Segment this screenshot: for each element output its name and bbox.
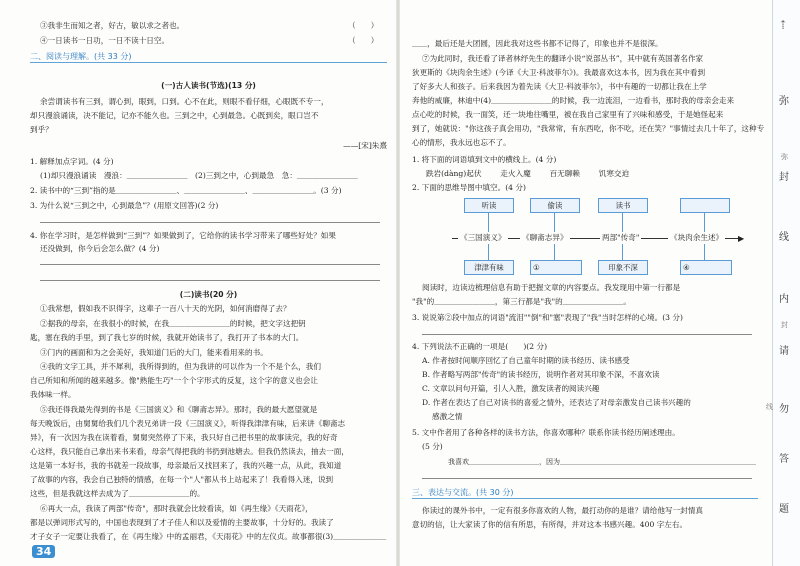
r-question-1: 1. 将下面的词语填到文中的横线上。(4 分) bbox=[412, 155, 557, 164]
passage2-line: 才子女子一定要让我看了，在《再生缘》中的孟丽君，《天雨花》中的左仪贞。故事都很(3)＿＿＿＿＿＿＿ bbox=[30, 532, 387, 541]
passage2-line: ③门内的画面和为之会美好，我知道门后的大门，能来看用来的书。 bbox=[40, 348, 268, 357]
r-question-5: 5. 文中作者用了各种各样的读书方法，你喜欢哪种？联系你读书经历阐述理由。 bbox=[412, 428, 680, 437]
seal-char: 弥 bbox=[779, 96, 789, 107]
passage1-line: 却只漫浪诵读，决不能记，记亦不能久也。三到之中，心到最急。心既到矣，眼口岂不 bbox=[30, 111, 319, 120]
seal-char: 答 bbox=[779, 454, 789, 465]
map-connector bbox=[704, 244, 705, 260]
read-note-fill: "我"的＿＿＿＿＿＿＿＿，第三行都是"我"的＿＿＿＿＿＿＿＿。 bbox=[412, 297, 631, 306]
map-bot-4[interactable]: ④ bbox=[680, 260, 732, 275]
map-bot-1: 津津有味 bbox=[464, 260, 514, 275]
answer-line[interactable] bbox=[40, 222, 380, 223]
seal-char: 勿 bbox=[779, 404, 789, 415]
seal-char-small: 封 bbox=[781, 321, 788, 329]
section-rule bbox=[412, 498, 758, 499]
option-b: B. 作者略写两部"传奇"的读书经历，说明作者对其印象不深，不喜欢读 bbox=[422, 370, 660, 379]
passage2-line: 匙，塞在我的手里，到了我七岁的时候，我就开始读书了，我打开了书本的大门。 bbox=[30, 333, 304, 342]
passage1-title: (一)古人读书(节选)(13 分) bbox=[161, 81, 256, 90]
word-bank bbox=[426, 168, 629, 180]
passage2-line: ④我的文字工具，并不犀利，我所得到的，但为我讲的可以作为一个不是个么，我们 bbox=[40, 362, 321, 371]
answer-line[interactable] bbox=[40, 264, 380, 265]
seal-char-small: 线 bbox=[766, 403, 773, 411]
passage2-cont: 了好多大人和孩子。后来我因为着先读《大卫·科波菲尔》，书中有趣的一切都让我在上学 bbox=[412, 82, 707, 91]
seal-char: 请 bbox=[779, 346, 789, 357]
rocket-icon: ⇡ bbox=[778, 18, 789, 32]
r-question-2: 2. 下面的思维导图中填空。(4 分) bbox=[412, 183, 526, 192]
map-top-2: 偷读 bbox=[530, 198, 580, 213]
seal-char: 题 bbox=[779, 504, 789, 515]
passage2-line: 自己所知和所闻的越来越多。像"熟能生巧"一个个字形式的反复，这个字的意义也会让 bbox=[30, 376, 318, 385]
passage2-line: 都是以弹词形式写的，中国也表现到了才子佳人和以及爱情的主要故事，十分好的。我读了 bbox=[30, 518, 334, 527]
intro-q3-paren: （ ） bbox=[348, 21, 379, 30]
option-c: C. 文章以问句开篇，引人入胜，激发读者的阅读兴趣 bbox=[422, 384, 600, 393]
passage2-title: (二)读书(20 分) bbox=[179, 290, 238, 299]
arrow-head-icon: ▶ bbox=[738, 234, 745, 243]
map-mid-2: 《聊斋志异》 bbox=[522, 233, 568, 242]
section-3-text: 你读过的课外书中，一定有很多你喜欢的人物，最打动你的是谁？请给他写一封情真 bbox=[422, 506, 703, 515]
page-number: 34 bbox=[32, 545, 55, 558]
map-connector bbox=[488, 212, 489, 232]
passage1-author: ——[宋]朱熹 bbox=[343, 141, 387, 150]
passage2-cont: 点心吃的时候，我一面笑，还一块地往嘴里，被在我自己家里有了兴味和感受，于是她怪起来 bbox=[412, 110, 724, 119]
map-connector bbox=[704, 212, 705, 232]
map-connector bbox=[622, 212, 623, 232]
passage2-line: ⑤我还得我最先得到的书是《三国演义》和《聊斋志异》。那时，我的最大愿望就是 bbox=[40, 405, 318, 414]
question-4-cont: 还没做到，你今后会怎么做？(4 分) bbox=[40, 244, 160, 253]
word-bank-item: 百无聊赖 bbox=[549, 169, 580, 178]
seal-char: 封 bbox=[779, 172, 789, 183]
answer-line[interactable] bbox=[40, 280, 380, 281]
section-3-header: 三、表达与交流。(共 30 分) bbox=[412, 488, 514, 497]
word-bank-item: 跌岩(dàng)起伏 bbox=[426, 169, 482, 178]
passage2-line: 我体味一样。 bbox=[30, 390, 76, 399]
word-bank-item: 走火入魔 bbox=[500, 169, 531, 178]
option-d-cont: 感激之情 bbox=[422, 412, 463, 421]
map-connector bbox=[554, 244, 555, 260]
seal-char: 线 bbox=[779, 232, 789, 243]
seal-margin bbox=[772, 0, 800, 566]
passage2-cont: ＿＿，最后还是大团圆，因此我对这些书都不记得了，印象也并不是很深。 bbox=[412, 39, 663, 48]
passage2-line: 心这样，我只能自己拿出来书来看，母亲气得把我的书扔到池塘去。但我仍然读去，抽去一面， bbox=[30, 447, 349, 456]
map-mid-3: 两部"传奇" bbox=[602, 233, 640, 242]
map-connector bbox=[488, 244, 489, 260]
passage2-cont: 奔他的威廉，林迪中(4)＿＿＿＿＿＿＿＿的时候，我一边流泪，一边看书，那时我的母亲会走来 bbox=[412, 96, 735, 105]
answer-line[interactable] bbox=[422, 334, 752, 335]
r-question-3: 3. 说说第②段中加点的词语"流泪""倒"和"塞"表现了"我"当时怎样的心境。(3 分) bbox=[412, 313, 683, 322]
r-question-4: 4. 下列说法不正确的一项是( )(2 分) bbox=[412, 342, 548, 351]
option-a: A. 作者按时间顺序回忆了自己童年时期的读书经历、读书感受 bbox=[422, 356, 630, 365]
question-3: 3. 为什么说“三到之中，心到最急”？(用原文回答)(2 分) bbox=[30, 201, 219, 210]
passage2-cont: 到了，她就说："你这孩子真会用功，"我常常，有东西吃，你不吃，还在笑？"事情过去几十年了，这种专 bbox=[412, 124, 765, 133]
passage1-line: 余尝谓读书有三到，谓心到，眼到，口到。心不在此，则眼不看仔细，心眼既不专一， bbox=[40, 97, 329, 106]
passage1-line: 到乎？ bbox=[30, 125, 53, 134]
map-mid-4: 《块肉余生述》 bbox=[670, 233, 724, 242]
passage2-line: 异》，有一次因为我在读着看，舅舅突然停了下来，我只好自己把书里的故事读完，我的好奇 bbox=[30, 433, 338, 442]
passage2-line: ②据我的母亲，在我很小的时候，在我＿＿＿＿＿＿＿＿的时候，把文字这把钥 bbox=[40, 319, 306, 328]
word-bank-item: 饥寒交迫 bbox=[598, 169, 630, 178]
seal-char-small: 弥 bbox=[781, 153, 788, 161]
map-bot-3: 印象不深 bbox=[598, 260, 648, 275]
passage2-line: 这是第一本好书，我的书就差一段故事，母亲最后又找回来了，我的兴趣一点，从此，我知道 bbox=[30, 461, 342, 470]
passage2-line: ①我常想，假如我不识得字，这辈子一百八十天的光阴，如何消磨得了去？ bbox=[40, 304, 291, 313]
map-top-1: 听读 bbox=[464, 198, 514, 213]
book-gutter bbox=[396, 0, 400, 566]
passage2-line: 了故事的内容，我会自己独特的情感，在每一个"人"都从书上站起来了！我看得入迷，说到 bbox=[30, 475, 334, 484]
intro-q4: ④一日读书一日功，一日不读十日空。 bbox=[40, 36, 170, 45]
map-bot-2[interactable]: ① bbox=[530, 260, 582, 275]
section-2-header: 二、阅读与理解。(共 33 分) bbox=[30, 52, 132, 61]
question-1: 1. 解释加点字词。(4 分) bbox=[30, 157, 114, 166]
passage2-cont: ⑦为此同时，我还看了译者林纾先生的翻译小说“说部丛书”，其中就有英国著名作家 bbox=[422, 54, 704, 63]
option-d: D. 作者在表达了自己对读书的喜爱之情外，还表达了对母亲激发自己读书兴趣的 bbox=[422, 398, 691, 407]
r-question-5-cont: (5 分) bbox=[422, 442, 443, 451]
map-top-3: 读书 bbox=[598, 198, 648, 213]
passage2-cont: 心的情形，我永远也忘不了。 bbox=[412, 138, 511, 147]
passage2-line: 每天晚饭后，由舅舅给我们几个表兄弟讲一段《三国演义》，听得我津津有味，后来讲《聊斋志 bbox=[30, 419, 346, 428]
answer-line[interactable] bbox=[422, 478, 752, 479]
question-2: 2. 读书中的“三到”指的是＿＿＿＿＿＿＿＿、＿＿＿＿＿＿＿＿、＿＿＿＿＿＿＿＿。(3 分) bbox=[30, 186, 342, 195]
intro-q3: ③我非生而知之者，好古，敏以求之者也。 bbox=[40, 21, 185, 30]
map-mid-1: 《三国演义》 bbox=[460, 233, 506, 242]
section-3-text: 意切的信，让大家读了你的信有所思，有所得，并对这本书感兴趣。400 字左右。 bbox=[412, 520, 688, 529]
map-connector bbox=[622, 244, 623, 260]
read-note: 阅读时，边读边梳理信息有助于把握文章的内容要点。我发现用中第一行都是 bbox=[422, 283, 681, 292]
passage2-line: ⑥再大一点，我读了两部"传奇"，那时我就会比较看读，如《再生缘》《天雨花》， bbox=[40, 504, 313, 513]
question-1-items: (1)却只漫浪诵读 漫浪：＿＿＿＿＿＿＿＿ (2)三到之中，心到最急 急：＿＿＿＿＿＿＿＿ bbox=[40, 171, 358, 180]
map-connector bbox=[554, 212, 555, 232]
q5-fill[interactable]: 我喜欢＿＿＿＿＿＿＿＿＿＿，因为＿＿＿＿＿＿＿＿＿＿＿＿＿＿＿＿＿＿＿＿＿＿＿＿＿＿＿＿ bbox=[448, 458, 756, 466]
intro-q4-paren: （ ） bbox=[348, 36, 379, 45]
question-4: 4. 你在学习时，是怎样做到“三到”？如果做到了，它给你的读书学习带来了哪些好处？如果 bbox=[30, 231, 336, 240]
passage2-line: 这些，但是我就这样去成为了＿＿＿＿＿＿＿＿的。 bbox=[30, 489, 205, 498]
map-top-4[interactable] bbox=[680, 198, 730, 213]
passage2-cont: 狄更斯的《块肉余生述》(今译《大卫·科波菲尔》)。我最喜欢这本书，因为我在其中看到 bbox=[412, 68, 706, 77]
seal-char: 内 bbox=[779, 294, 789, 305]
